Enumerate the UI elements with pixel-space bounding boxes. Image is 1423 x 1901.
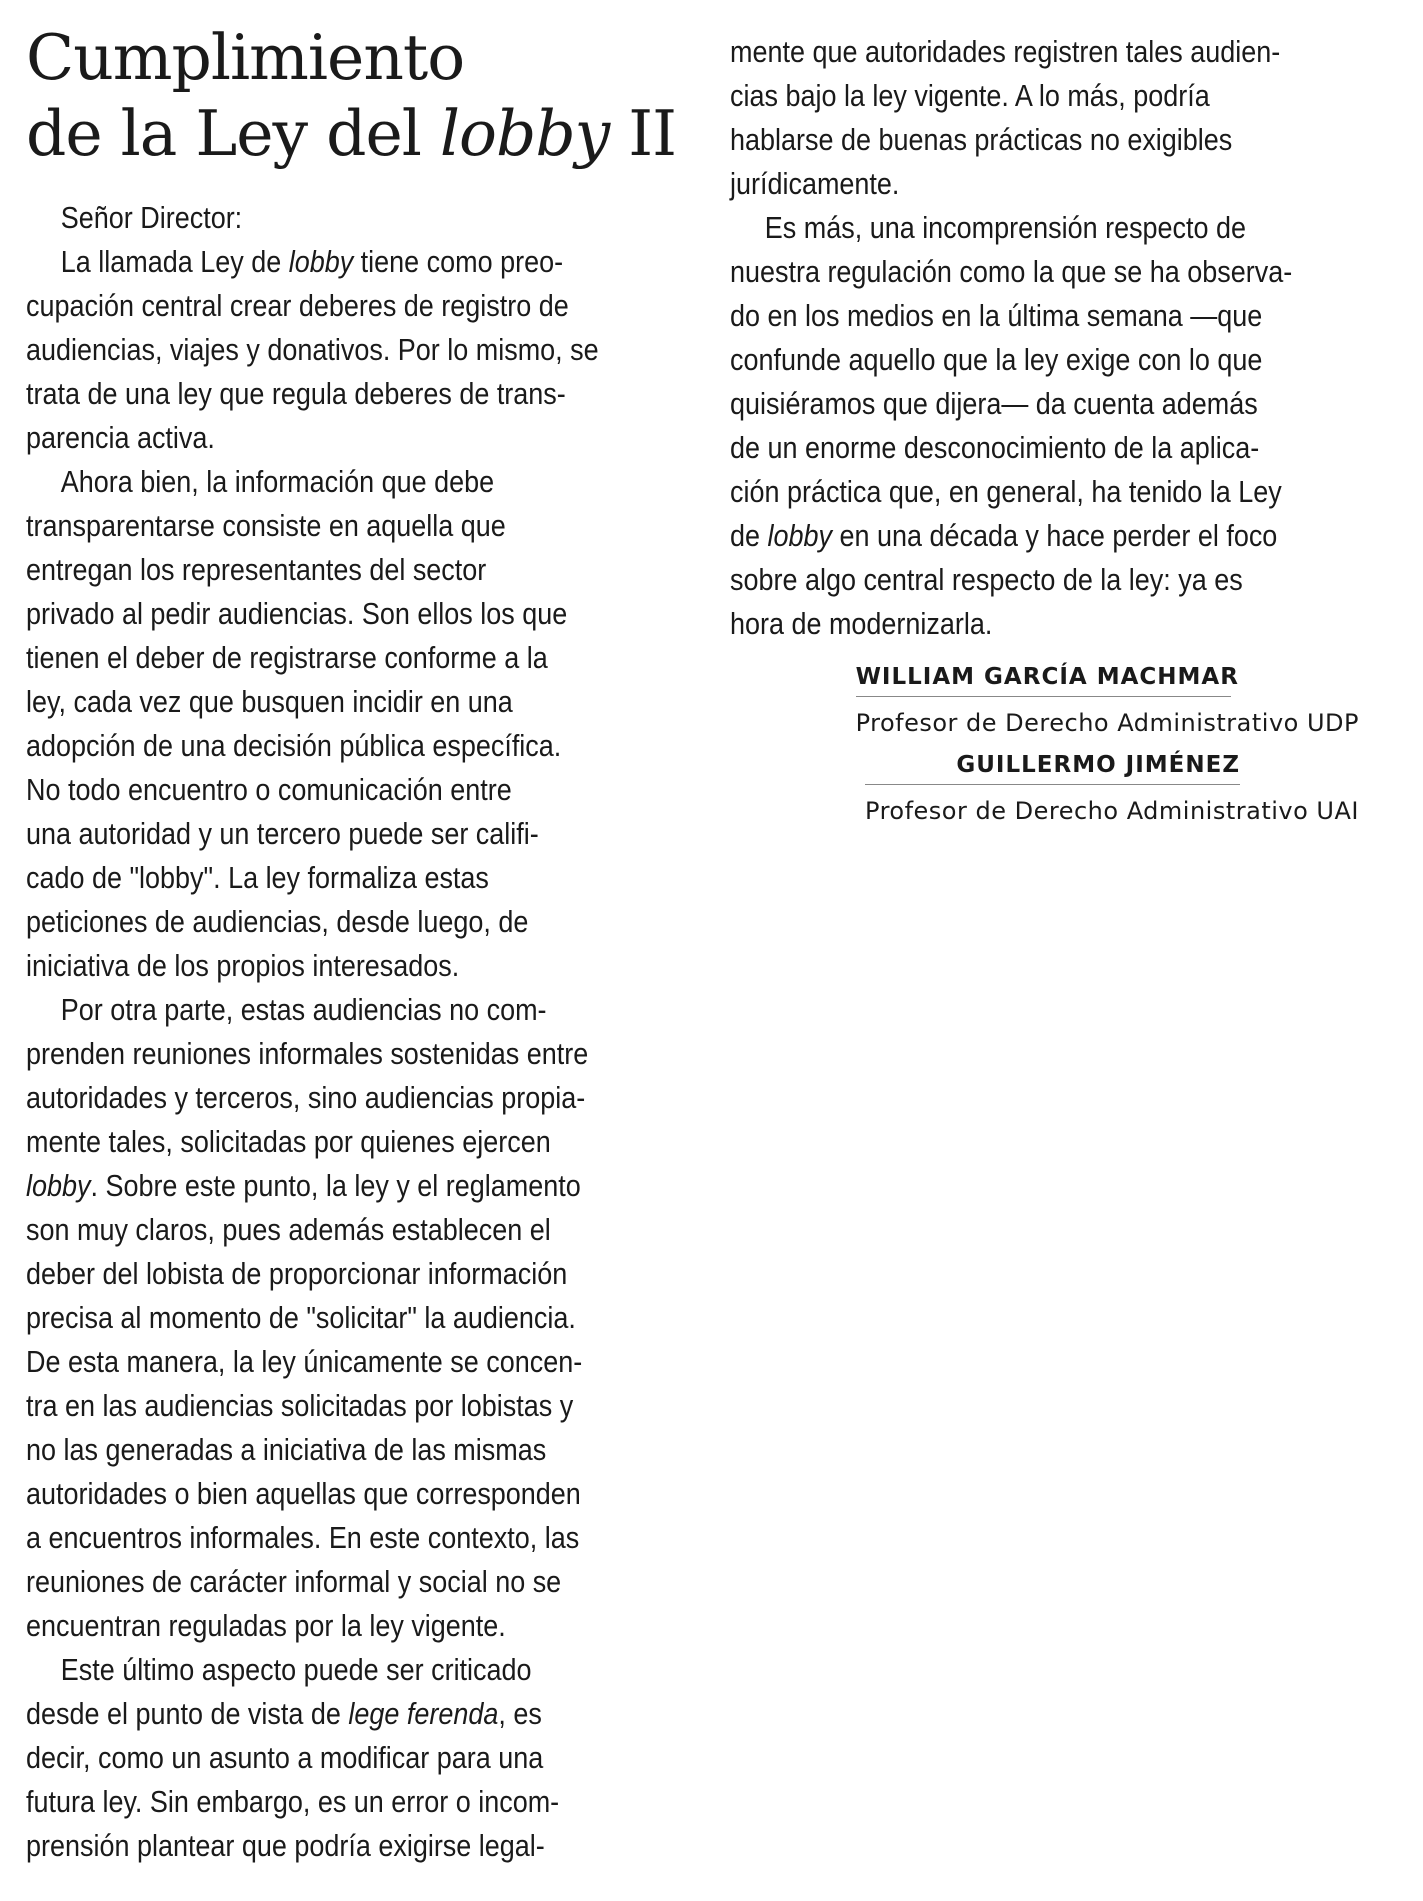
- body-line: cupación central crear deberes de registro de: [26, 288, 569, 323]
- body-line: privado al pedir audiencias. Son ellos los que: [26, 596, 568, 631]
- body-line: tra en las audiencias solicitadas por lobistas y: [26, 1388, 574, 1423]
- headline: [26, 20, 686, 172]
- body-line: prenden reuniones informales sostenidas entre: [26, 1036, 589, 1071]
- body-line: cias bajo la ley vigente. A lo más, podría: [730, 78, 1210, 113]
- body-line: deber del lobista de proporcionar información: [26, 1256, 568, 1291]
- body-line: son muy claros, pues además establecen el: [26, 1212, 551, 1247]
- body-line: encuentran reguladas por la ley vigente.: [26, 1608, 506, 1643]
- body-line: autoridades o bien aquellas que corresponden: [26, 1476, 581, 1511]
- body-line: Por otra parte, estas audiencias no com-: [60, 992, 547, 1027]
- body-line: a encuentros informales. En este contexto, las: [26, 1520, 580, 1555]
- body-line: Es más, una incomprensión respecto de: [764, 210, 1247, 245]
- body-line: futura ley. Sin embargo, es un error o incom-: [26, 1784, 560, 1819]
- body-line: La llamada Ley de lobby tiene como preo-: [60, 244, 564, 279]
- signatory-name: WILLIAM GARCÍA MACHMAR: [856, 664, 1231, 697]
- body-line: transparentarse consiste en aquella que: [26, 508, 506, 543]
- body-line: sobre algo central respecto de la ley: ya es: [730, 562, 1243, 597]
- italic-term: lobby: [767, 518, 832, 553]
- signature-block-1: [856, 664, 1359, 737]
- body-line: parencia activa.: [26, 420, 215, 455]
- body-line: audiencias, viajes y donativos. Por lo mismo, se: [26, 332, 599, 367]
- signatory-name: GUILLERMO JIMÉNEZ: [865, 752, 1240, 785]
- body-line: no las generadas a iniciativa de las mismas: [26, 1432, 547, 1467]
- body-line: hora de modernizarla.: [730, 606, 993, 641]
- body-line: mente tales, solicitadas por quienes ejercen: [26, 1124, 551, 1159]
- body-line: do en los medios en la última semana —que: [730, 298, 1263, 333]
- body-line: decir, como un asunto a modificar para una: [26, 1740, 544, 1775]
- body-line: trata de una ley que regula deberes de trans-: [26, 376, 566, 411]
- body-line: Ahora bien, la información que debe: [60, 464, 495, 499]
- body-line: hablarse de buenas prácticas no exigibles: [730, 122, 1233, 157]
- headline-line-2: [26, 96, 686, 172]
- body-line: nuestra regulación como la que se ha observa-: [730, 254, 1293, 289]
- body-line: autoridades y terceros, sino audiencias propia-: [26, 1080, 586, 1115]
- signatory-role: Profesor de Derecho Administrativo UAI: [865, 797, 1359, 825]
- body-line: iniciativa de los propios interesados.: [26, 948, 460, 983]
- body-line: peticiones de audiencias, desde luego, de: [26, 904, 529, 939]
- letter-body-left-column: [26, 196, 618, 1868]
- body-line: De esta manera, la ley únicamente se concen-: [26, 1344, 583, 1379]
- italic-term: lobby: [26, 1168, 91, 1203]
- body-line: de un enorme desconocimiento de la aplica-: [730, 430, 1260, 465]
- body-line: mente que autoridades registren tales audien-: [730, 34, 1281, 69]
- body-line: cado de "lobby". La ley formaliza estas: [26, 860, 489, 895]
- italic-term: lege ferenda: [348, 1696, 499, 1731]
- headline-italic-lobby: lobby: [439, 97, 610, 170]
- italic-term: lobby: [288, 244, 354, 279]
- body-line: confunde aquello que la ley exige con lo que: [730, 342, 1263, 377]
- body-line: prensión plantear que podría exigirse legal-: [26, 1828, 545, 1863]
- body-line: ción práctica que, en general, ha tenido la Ley: [730, 474, 1282, 509]
- salutation: Señor Director:: [60, 200, 243, 235]
- body-line: desde el punto de vista de lege ferenda, es: [26, 1696, 542, 1731]
- body-line: precisa al momento de "solicitar" la audiencia.: [26, 1300, 576, 1335]
- body-line: quisiéramos que dijera— da cuenta además: [730, 386, 1258, 421]
- body-line: adopción de una decisión pública específica.: [26, 728, 562, 763]
- body-line: Este último aspecto puede ser criticado: [60, 1652, 532, 1687]
- body-line: una autoridad y un tercero puede ser califi-: [26, 816, 539, 851]
- headline-line-2-suffix: II: [609, 97, 677, 170]
- body-line: lobby. Sobre este punto, la ley y el reglamento: [26, 1168, 581, 1203]
- letter-body-right-column: [730, 30, 1304, 646]
- headline-line-2-prefix: de la Ley del: [26, 97, 440, 170]
- signatory-role: Profesor de Derecho Administrativo UDP: [855, 709, 1359, 737]
- body-line: jurídicamente.: [730, 166, 900, 201]
- body-line: ley, cada vez que busquen incidir en una: [26, 684, 513, 719]
- body-line: entregan los representantes del sector: [26, 552, 487, 587]
- signature-block-2: [865, 752, 1359, 825]
- headline-line-1: Cumplimiento: [26, 21, 465, 94]
- body-line: de lobby en una década y hace perder el foco: [730, 518, 1278, 553]
- body-line: No todo encuentro o comunicación entre: [26, 772, 512, 807]
- body-line: reuniones de carácter informal y social no se: [26, 1564, 562, 1599]
- body-line: tienen el deber de registrarse conforme a la: [26, 640, 548, 675]
